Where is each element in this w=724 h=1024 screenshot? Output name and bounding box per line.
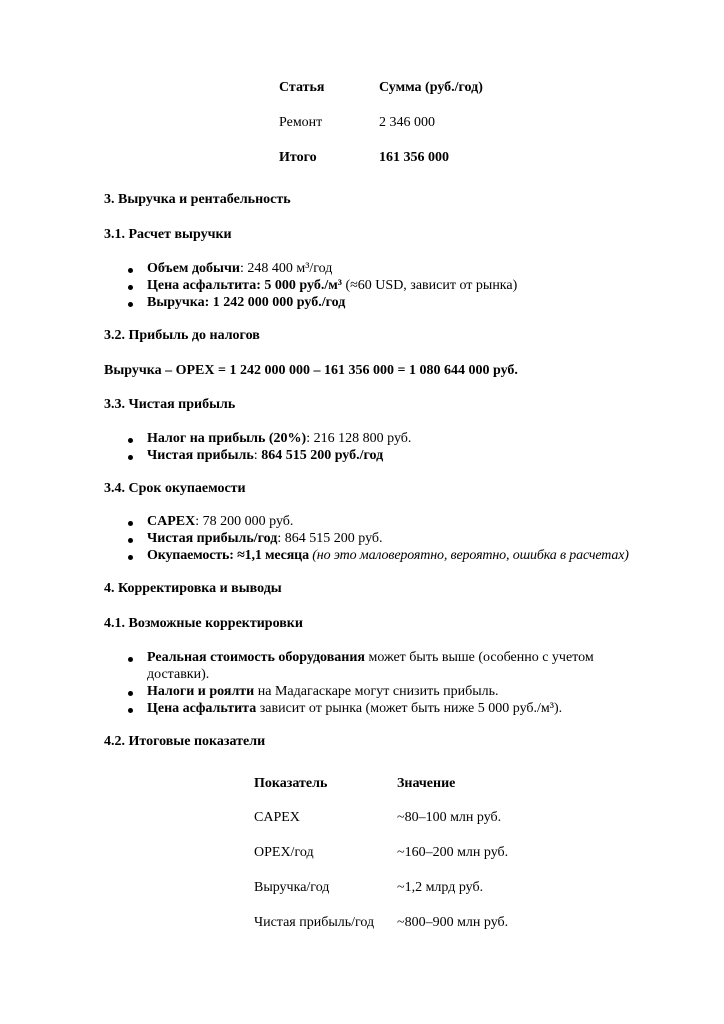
table-cell-value: ~80–100 млн руб. xyxy=(397,810,502,825)
table-cell-indicator: OPEX/год xyxy=(254,845,314,860)
section-3-4-heading: 3.4. Срок окупаемости xyxy=(104,481,246,496)
list-item: CAPEX: 78 200 000 руб. xyxy=(147,514,294,529)
table-cell-indicator: Чистая прибыль/год xyxy=(254,915,375,930)
table-cell-value: ~160–200 млн руб. xyxy=(397,845,509,860)
bullet-icon xyxy=(128,285,133,290)
list-item: Цена асфальтита зависит от рынка (может быть ниже 5 000 руб./м³). xyxy=(147,701,563,716)
list-item: Налоги и роялти на Мадагаскаре могут снизить прибыль. xyxy=(147,684,499,699)
section-3-heading: 3. Выручка и рентабельность xyxy=(104,192,291,207)
table-cell-item: Итого xyxy=(279,150,317,165)
table-cell-indicator: CAPEX xyxy=(254,810,300,825)
list-item: Налог на прибыль (20%): 216 128 800 руб. xyxy=(147,431,412,446)
bullet-icon xyxy=(128,438,133,443)
bullet-icon xyxy=(128,538,133,543)
list-item: Чистая прибыль/год: 864 515 200 руб. xyxy=(147,531,383,546)
list-item: Цена асфальтита: 5 000 руб./м³ (≈60 USD, зависит от рынка) xyxy=(147,278,518,293)
section-4-heading: 4. Корректировка и выводы xyxy=(104,581,282,596)
list-item: Реальная стоимость оборудования может быть выше (особенно с учетом xyxy=(147,650,594,665)
table-header-amount: Сумма (руб./год) xyxy=(379,80,483,95)
section-4-2-heading: 4.2. Итоговые показатели xyxy=(104,734,266,749)
profit-formula: Выручка – OPEX = 1 242 000 000 – 161 356 000 = 1 080 644 000 руб. xyxy=(104,363,518,378)
section-4-1-heading: 4.1. Возможные корректировки xyxy=(104,616,303,631)
bullet-icon xyxy=(128,268,133,273)
list-item-continuation: доставки). xyxy=(147,667,210,682)
section-3-1-heading: 3.1. Расчет выручки xyxy=(104,227,232,242)
list-item: Окупаемость: ≈1,1 месяца (но это маловероятно, вероятно, ошибка в расчетах) xyxy=(147,548,629,563)
table-cell-amount: 161 356 000 xyxy=(379,150,449,165)
list-item: Чистая прибыль: 864 515 200 руб./год xyxy=(147,448,384,463)
table-cell-value: ~800–900 млн руб. xyxy=(397,915,509,930)
section-3-3-heading: 3.3. Чистая прибыль xyxy=(104,397,236,412)
bullet-icon xyxy=(128,657,133,662)
table-header-item: Статья xyxy=(279,80,325,95)
bullet-icon xyxy=(128,302,133,307)
list-item: Объем добычи: 248 400 м³/год xyxy=(147,261,333,276)
table-header-value: Значение xyxy=(397,776,456,791)
section-3-2-heading: 3.2. Прибыль до налогов xyxy=(104,328,260,343)
list-item: Выручка: 1 242 000 000 руб./год xyxy=(147,295,346,310)
table-cell-amount: 2 346 000 xyxy=(379,115,435,130)
bullet-icon xyxy=(128,521,133,526)
table-header-indicator: Показатель xyxy=(254,776,328,791)
bullet-icon xyxy=(128,691,133,696)
table-cell-item: Ремонт xyxy=(279,115,323,130)
bullet-icon xyxy=(128,708,133,713)
table-cell-value: ~1,2 млрд руб. xyxy=(397,880,484,895)
table-cell-indicator: Выручка/год xyxy=(254,880,330,895)
bullet-icon xyxy=(128,455,133,460)
bullet-icon xyxy=(128,555,133,560)
